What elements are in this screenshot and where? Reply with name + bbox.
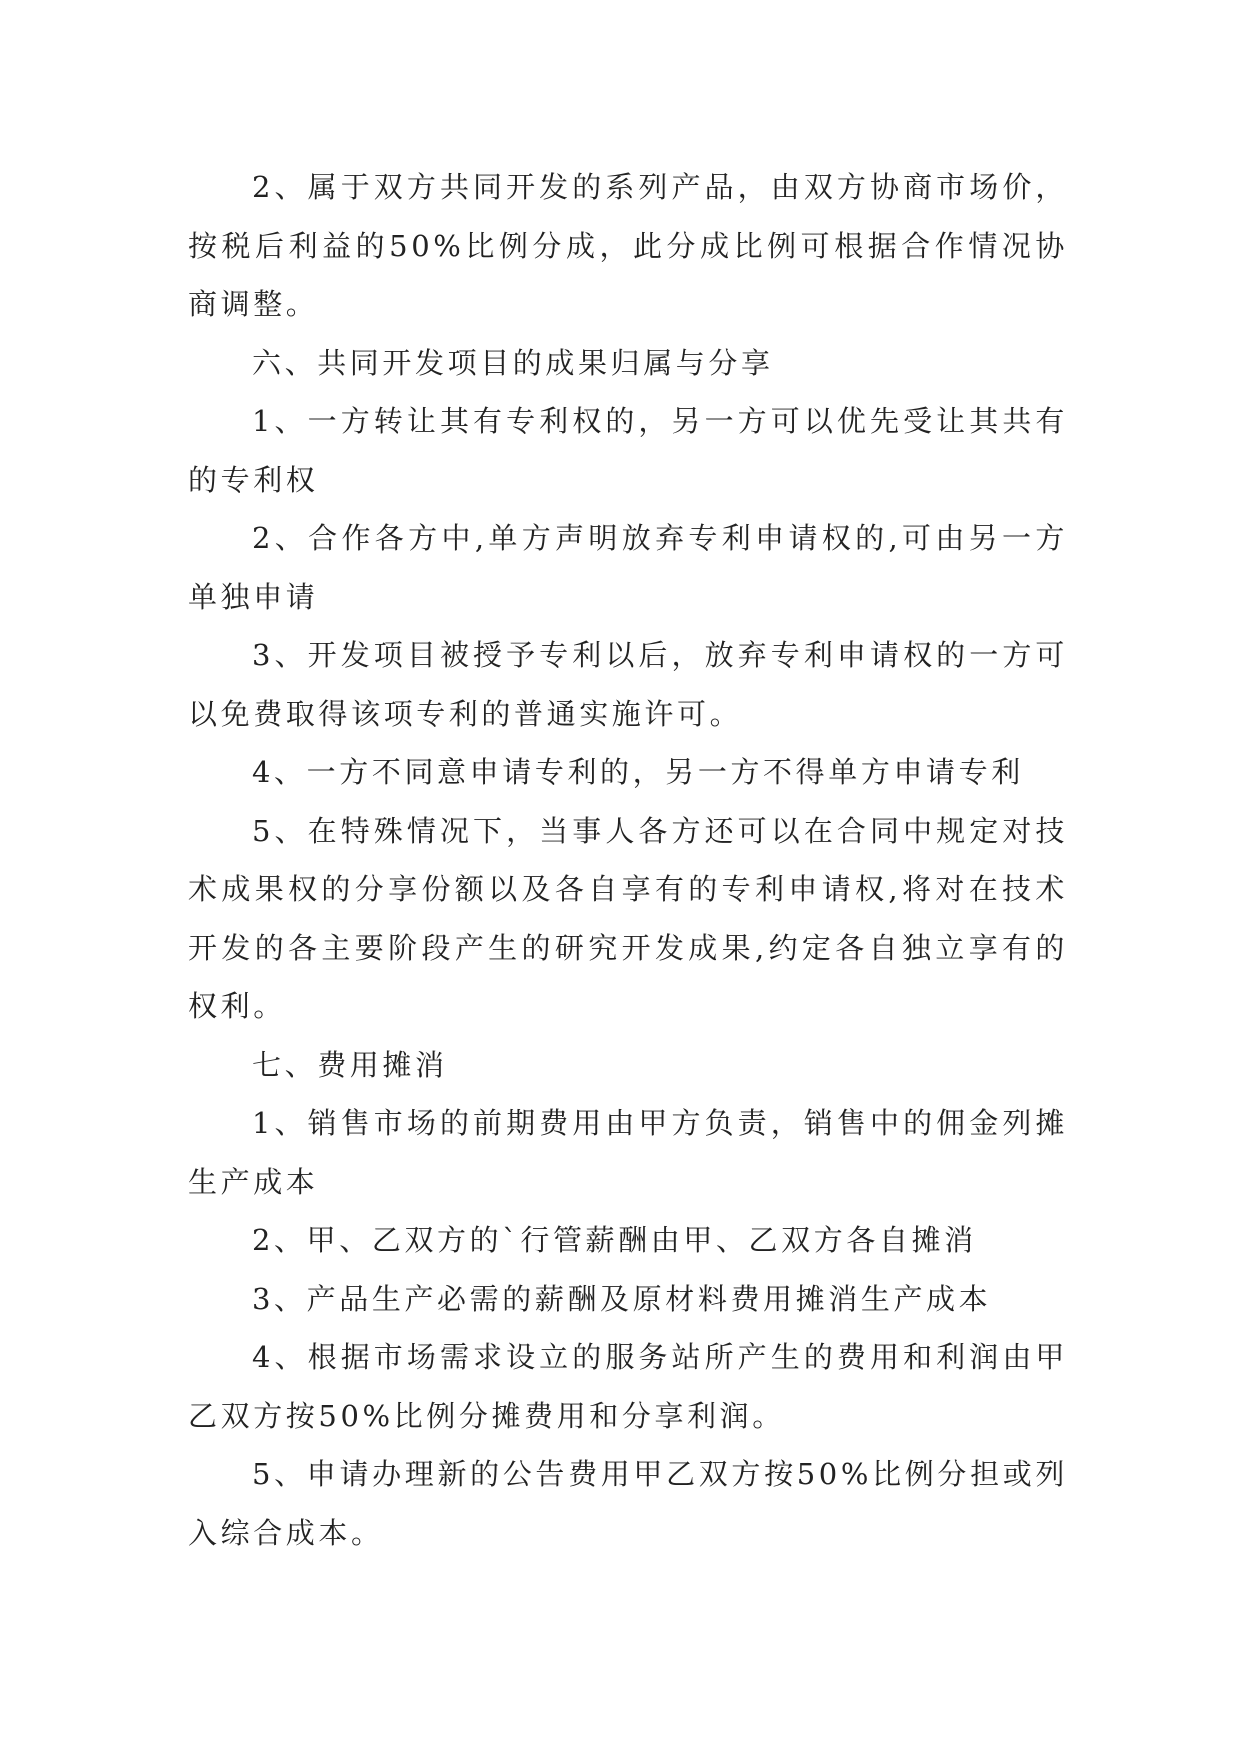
paragraph-item-4-no-unilateral: 4、一方不同意申请专利的，另一方不得单方申请专利 [252, 755, 1024, 789]
paragraph-item-2-admin-salary: 2、甲、乙双方的`行管薪酬由甲、乙双方各自摊消 [252, 1223, 977, 1257]
paragraph-item-5-special-cases: 5、在特殊情况下，当事人各方还可以在合同中规定对技术成果权的分享份额以及各自享有的专利申请权,将对在技术开发的各主要阶段产生的研究开发成果,约定各自独立享有的权利。 [188, 813, 1068, 1023]
section-heading-7: 七、费用摊消 [252, 1047, 448, 1082]
paragraph-item-5-announcement-fees: 5、申请办理新的公告费用甲乙双方按50%比例分担或列入综合成本。 [188, 1457, 1068, 1550]
paragraph-item-2-patent-waiver: 2、合作各方中,单方声明放弃专利申请权的,可由另一方单独申请 [188, 521, 1068, 614]
paragraph-item-3-production-costs: 3、产品生产必需的薪酬及原材料费用摊消生产成本 [252, 1281, 992, 1316]
paragraph-item-1-sales-costs: 1、销售市场的前期费用由甲方负责，销售中的佣金列摊生产成本 [188, 1106, 1068, 1199]
paragraph-item-3-free-license: 3、开发项目被授予专利以后，放弃专利申请权的一方可以免费取得该项专利的普通实施许可。 [188, 638, 1068, 731]
section-heading-6: 六、共同开发项目的成果归属与分享 [252, 345, 774, 380]
paragraph-item-1-patent-transfer: 1、一方转让其有专利权的，另一方可以优先受让其共有的专利权 [188, 404, 1068, 497]
paragraph-item-2-profit-share: 2、属于双方共同开发的系列产品，由双方协商市场价，按税后利益的50%比例分成，此分成比例可根据合作情况协商调整。 [188, 170, 1068, 321]
paragraph-item-4-service-stations: 4、根据市场需求设立的服务站所产生的费用和利润由甲乙双方按50%比例分摊费用和分享利润。 [188, 1340, 1068, 1433]
document-body [188, 158, 1068, 1562]
